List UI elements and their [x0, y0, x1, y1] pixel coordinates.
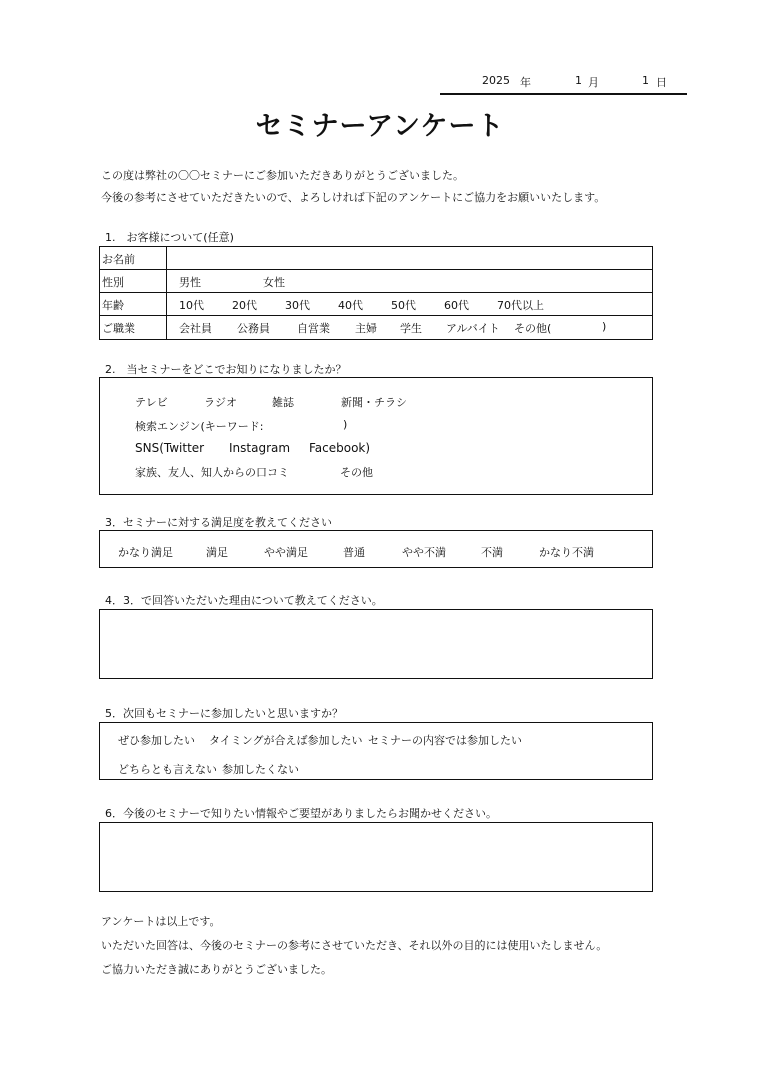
job-option-employee[interactable]: 会社員 — [179, 322, 212, 335]
name-label: お名前 — [102, 253, 135, 266]
footer-line-3: ご協力いただき誠にありがとうございました。 — [101, 963, 332, 976]
age-option-10s[interactable]: 10代 — [179, 299, 204, 312]
satisfaction-option-neutral[interactable]: 普通 — [343, 546, 365, 559]
satisfaction-option-dissatisfied[interactable]: 不満 — [481, 546, 503, 559]
table-divider — [166, 247, 167, 269]
job-option-student[interactable]: 学生 — [400, 322, 422, 335]
satisfaction-option-somewhat-satisfied[interactable]: やや満足 — [264, 546, 308, 559]
age-option-20s[interactable]: 20代 — [232, 299, 257, 312]
requests-answer-box[interactable] — [99, 822, 653, 892]
date-month-value: 1 — [575, 74, 582, 87]
source-option-tv[interactable]: テレビ — [135, 396, 168, 409]
section5-heading: 5．次回もセミナーに参加したいと思いますか？ — [105, 707, 343, 720]
section1-heading: 1. お客様について(任意) — [105, 231, 234, 244]
source-option-other[interactable]: その他 — [340, 466, 373, 479]
age-row — [100, 293, 652, 316]
age-option-50s[interactable]: 50代 — [391, 299, 416, 312]
date-underline — [440, 93, 687, 95]
gender-label: 性別 — [102, 276, 124, 289]
job-row — [100, 316, 652, 339]
age-option-30s[interactable]: 30代 — [285, 299, 310, 312]
intro-line-1: この度は弊社の〇〇セミナーにご参加いただきありがとうございました。 — [101, 169, 464, 182]
section6-heading: 6．今後のセミナーで知りたい情報やご要望がありましたらお聞かせください。 — [105, 807, 497, 820]
gender-row — [100, 270, 652, 293]
participation-option-definitely[interactable]: ぜひ参加したい — [118, 734, 195, 747]
source-option-word-of-mouth[interactable]: 家族、友人、知人からの口コミ — [135, 466, 289, 479]
footer-line-1: アンケートは以上です。 — [101, 915, 221, 928]
age-label: 年齢 — [102, 299, 124, 312]
age-option-70s-plus[interactable]: 70代以上 — [497, 299, 544, 312]
date-month-label: 月 — [588, 76, 599, 89]
page-title: セミナーアンケート — [255, 111, 505, 142]
job-option-part-time[interactable]: アルバイト — [446, 322, 500, 335]
date-day-label: 日 — [656, 76, 667, 89]
date-day-value: 1 — [642, 74, 649, 87]
participation-option-no[interactable]: 参加したくない — [222, 763, 299, 776]
gender-option-male[interactable]: 男性 — [179, 276, 201, 289]
participation-option-if-timing-fits[interactable]: タイミングが合えば参加したい — [209, 734, 363, 747]
date-year-value: 2025 — [482, 74, 510, 87]
satisfaction-option-satisfied[interactable]: 満足 — [206, 546, 228, 559]
date-year-label: 年 — [520, 76, 531, 89]
section4-heading: 4．3．で回答いただいた理由について教えてください。 — [105, 594, 383, 607]
source-option-magazine[interactable]: 雑誌 — [272, 396, 294, 409]
source-option-radio[interactable]: ラジオ — [204, 396, 237, 409]
source-option-sns-twitter[interactable]: SNS(Twitter — [135, 441, 205, 455]
satisfaction-option-somewhat-dissatisfied[interactable]: やや不満 — [402, 546, 446, 559]
job-option-other-close: ) — [602, 320, 607, 333]
participation-option-depends-on-content[interactable]: セミナーの内容では参加したい — [368, 734, 522, 747]
source-option-search-engine[interactable]: 検索エンジン(キーワード: — [135, 420, 264, 433]
job-option-other[interactable]: その他( — [514, 322, 552, 335]
table-divider — [166, 270, 167, 292]
source-option-facebook[interactable]: Facebook) — [309, 441, 371, 455]
satisfaction-option-very-satisfied[interactable]: かなり満足 — [118, 546, 173, 559]
section3-heading: 3．セミナーに対する満足度を教えてください — [105, 516, 332, 529]
source-option-newspaper[interactable]: 新聞・チラシ — [341, 396, 407, 409]
job-option-self-employed[interactable]: 自営業 — [297, 322, 330, 335]
age-option-60s[interactable]: 60代 — [444, 299, 469, 312]
name-row[interactable] — [100, 247, 652, 270]
reason-answer-box[interactable] — [99, 609, 653, 679]
job-option-civil-servant[interactable]: 公務員 — [237, 322, 270, 335]
age-option-40s[interactable]: 40代 — [338, 299, 363, 312]
satisfaction-option-very-dissatisfied[interactable]: かなり不満 — [539, 546, 594, 559]
table-divider — [166, 316, 167, 339]
job-option-homemaker[interactable]: 主婦 — [355, 322, 377, 335]
gender-option-female[interactable]: 女性 — [263, 276, 285, 289]
table-divider — [166, 293, 167, 315]
customer-info-table — [99, 246, 653, 340]
job-label: ご職業 — [102, 322, 135, 335]
participation-option-undecided[interactable]: どちらとも言えない — [118, 763, 217, 776]
footer-line-2: いただいた回答は、今後のセミナーの参考にさせていただき、それ以外の目的には使用いたしません。 — [101, 939, 608, 952]
source-option-instagram[interactable]: Instagram — [229, 441, 291, 455]
intro-line-2: 今後の参考にさせていただきたいので、よろしければ下記のアンケートにご協力をお願いいたします。 — [101, 191, 606, 204]
section2-heading: 2. 当セミナーをどこでお知りになりましたか？ — [105, 363, 347, 376]
search-keyword-close: ) — [343, 418, 348, 431]
